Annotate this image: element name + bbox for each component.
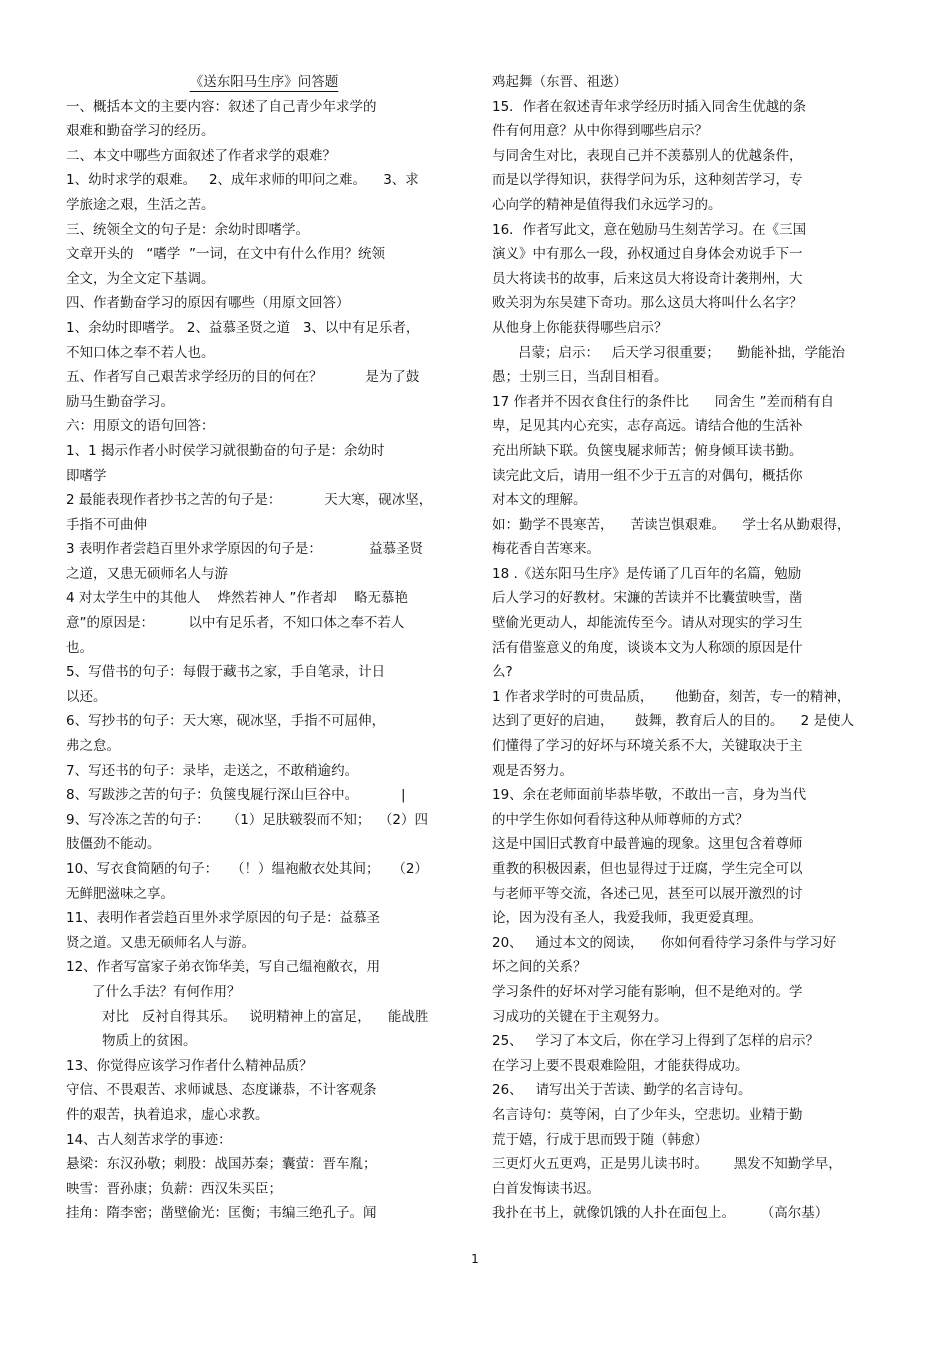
text-line: 的中学生你如何看待这种从师尊师的方式？ bbox=[492, 811, 749, 828]
text-line: 论，因为没有圣人，我爱我师，我更爱真理。 bbox=[492, 910, 762, 927]
text-line: 20、 通过本文的阅读， 你如何看待学习条件与学习好 bbox=[492, 934, 837, 951]
text-line: 以还。 bbox=[66, 688, 107, 705]
text-line: 观是否努力。 bbox=[492, 762, 573, 779]
text-line: 17 作者并不因衣食住行的条件比 同舍生 ”差而稍有自 bbox=[492, 393, 835, 410]
text-line: 手指不可曲伸 bbox=[66, 516, 147, 533]
text-line: 1、余幼时即嗜学。 2、益慕圣贤之道 3、以中有足乐者， bbox=[66, 319, 420, 336]
left-column bbox=[66, 70, 462, 1226]
text-line: 10、写衣食简陋的句子： （！）缊袍敝衣处其间； （2） bbox=[66, 861, 429, 877]
text-line: 挂角：隋李密；凿壁偷光：匡衡；韦编三绝孔子。闻 bbox=[66, 1205, 377, 1222]
text-line: 1、1 揭示作者小时侯学习就很勤奋的句子是：余幼时 bbox=[66, 442, 385, 459]
text-line: 与老师平等交流，各述己见，甚至可以展开激烈的讨 bbox=[492, 885, 803, 902]
text-line: 在学习上要不畏艰难险阻，才能获得成功。 bbox=[492, 1057, 749, 1074]
text-line: 15．作者在叙述青年求学经历时插入同舍生优越的条 bbox=[492, 98, 807, 115]
text-line: 活有借鉴意义的角度，谈谈本文为人称颂的原因是什 bbox=[492, 639, 803, 656]
text-line: 坏之间的关系？ bbox=[492, 959, 587, 976]
text-line: 学习条件的好坏对学习能有影响，但不是绝对的。学 bbox=[492, 983, 803, 1000]
text-line: 败关羽为东吴建下奇功。那么这员大将叫什么名字？ bbox=[492, 295, 803, 312]
text-line: 对本文的理解。 bbox=[492, 492, 587, 509]
text-line: 六：用原文的语句回答： bbox=[66, 418, 215, 435]
text-line: 18 .《送东阳马生序》是传诵了几百年的名篇，勉励 bbox=[492, 565, 802, 582]
text-line: 5、写借书的句子：每假于藏书之家，手自笔录，计日 bbox=[66, 664, 386, 681]
text-line: 19、余在老师面前毕恭毕敬，不敢出一言，身为当代 bbox=[492, 787, 807, 804]
text-line: 了什么手法？有何作用？ bbox=[92, 983, 241, 1000]
text-line: 吕蒙；启示： 后天学习很重要； 勤能补拙，学能治 bbox=[518, 344, 846, 361]
text-line: 愚；士别三日，当刮目相看。 bbox=[492, 369, 668, 386]
text-line: 不知口体之奉不若人也。 bbox=[66, 344, 215, 361]
text-line: 4 对太学生中的其他人 烨然若神人 ”作者却 略无慕艳 bbox=[66, 590, 408, 607]
text-line: 读完此文后，请用一组不少于五言的对偶句，概括你 bbox=[492, 467, 803, 484]
text-line: 充出所缺下联。负箧曳屣求师苦；俯身倾耳读书勤。 bbox=[492, 442, 803, 459]
text-line: 13、你觉得应该学习作者什么精神品质？ bbox=[66, 1057, 313, 1074]
text-line: 从他身上你能获得哪些启示？ bbox=[492, 319, 668, 336]
text-line: 14、古人刻苦求学的事迹： bbox=[66, 1131, 232, 1148]
text-line: 员大将读书的故事，后来这员大将设奇计袭荆州，大 bbox=[492, 270, 803, 287]
text-line: 习成功的关键在于主观努力。 bbox=[492, 1008, 668, 1025]
text-line: 12、作者写富家子弟衣饰华美，写自己缊袍敝衣，用 bbox=[66, 959, 381, 976]
text-line: 8、写跋涉之苦的句子：负箧曳屣行深山巨谷中。 | bbox=[66, 787, 406, 804]
text-line: 3 表明作者尝趋百里外求学原因的句子是： 益慕圣贤 bbox=[66, 541, 424, 558]
text-line: 么? bbox=[492, 664, 513, 681]
text-line: 件有何用意？从中你得到哪些启示？ bbox=[492, 123, 708, 140]
text-line: 这是中国旧式教育中最普遍的现象。这里包含着尊师 bbox=[492, 836, 803, 853]
text-line: 25、 学习了本文后，你在学习上得到了怎样的启示？ bbox=[492, 1033, 820, 1050]
text-line: 意”的原因是： 以中有足乐者，不知口体之奉不若人 bbox=[66, 615, 405, 632]
text-line: 荒于嬉，行成于思而毁于随（韩愈） bbox=[492, 1131, 708, 1148]
text-line: 如：勤学不畏寒苦， 苦读岂惧艰难。 学士名从勤艰得， bbox=[492, 516, 851, 533]
text-line: 梅花香自苦寒来。 bbox=[492, 541, 600, 558]
text-line: 9、写冷冻之苦的句子： （1）足肤皲裂而不知； （2）四 bbox=[66, 811, 429, 828]
text-line: 白首发悔读书迟。 bbox=[492, 1180, 600, 1197]
text-line: 物质上的贫困。 bbox=[102, 1033, 197, 1050]
text-line: 们懂得了学习的好坏与环境关系不大，关键取决于主 bbox=[492, 738, 803, 755]
text-line: 卑，足见其内心充实，志存高远。请结合他的生活补 bbox=[492, 418, 803, 435]
text-line: 三更灯火五更鸡，正是男儿读书时。 黑发不知勤学早， bbox=[492, 1156, 842, 1173]
text-line: 7、写还书的句子：录毕，走送之，不敢稍逾约。 bbox=[66, 762, 359, 779]
text-line: 文章开头的 “嗜学 ”一词，在文中有什么作用？统领 bbox=[66, 246, 385, 263]
page-number: 1 bbox=[471, 1252, 479, 1266]
text-line: 心向学的精神是值得我们永远学习的。 bbox=[492, 196, 722, 213]
text-line: 无鲜肥滋味之享。 bbox=[66, 885, 174, 902]
text-line: 对比 反衬自得其乐。 说明精神上的富足， 能战胜 bbox=[102, 1008, 429, 1025]
text-line: 而是以学得知识，获得学问为乐，这种刻苦学习，专 bbox=[492, 172, 803, 189]
text-line: 演义》中有那么一段，孙权通过自身体会劝说手下一 bbox=[492, 246, 803, 263]
text-line: 艰难和勤奋学习的经历。 bbox=[66, 123, 215, 140]
text-line: 四、作者勤奋学习的原因有哪些（用原文回答） bbox=[66, 295, 350, 312]
text-line: 悬梁：东汉孙敬；刺股：战国苏秦；囊萤：晋车胤； bbox=[66, 1156, 377, 1173]
text-line: 鸡起舞（东晋、祖逖） bbox=[492, 74, 627, 90]
text-line: 一、概括本文的主要内容：叙述了自己青少年求学的 bbox=[66, 98, 377, 115]
text-line: 件的艰苦，执着追求，虚心求教。 bbox=[66, 1106, 269, 1123]
text-line: 壁偷光更动人，却能流传至今。请从对现实的学习生 bbox=[492, 615, 803, 632]
text-line: 与同舍生对比，表现自己并不羡慕别人的优越条件， bbox=[492, 147, 803, 164]
text-line: 后人学习的好教材。宋濂的苦读并不比囊萤映雪，凿 bbox=[492, 590, 803, 607]
text-line: 名言诗句：莫等闲，白了少年头，空悲切。业精于勤 bbox=[492, 1106, 803, 1123]
text-line: 26、 请写出关于苦读、勤学的名言诗句。 bbox=[492, 1082, 752, 1099]
text-line: 五、作者写自己艰苦求学经历的目的何在？ 是为了鼓 bbox=[66, 369, 420, 386]
text-line: 达到了更好的启迪， 鼓舞，教育后人的目的。 2 是使人 bbox=[492, 713, 855, 730]
text-line: 重教的积极因素，但也显得过于迂腐，学生完全可以 bbox=[492, 861, 803, 877]
text-line: 也。 bbox=[66, 639, 93, 656]
text-line: 即嗜学 bbox=[66, 467, 107, 484]
text-line: 16．作者写此文，意在勉励马生刻苦学习。在《三国 bbox=[492, 221, 807, 238]
text-line: 肢僵劲不能动。 bbox=[66, 836, 161, 853]
text-line: 学旅途之艰，生活之苦。 bbox=[66, 196, 215, 213]
text-line: 11、表明作者尝趋百里外求学原因的句子是：益慕圣 bbox=[66, 910, 381, 927]
text-line: 2 最能表现作者抄书之苦的句子是： 天大寒，砚冰坚， bbox=[66, 492, 433, 509]
text-line: 守信、不畏艰苦、求师诚恳、态度谦恭，不计客观条 bbox=[66, 1082, 377, 1099]
text-line: 之道，又患无硕师名人与游 bbox=[66, 565, 228, 582]
text-line: 6、写抄书的句子：天大寒，砚冰坚，手指不可屈伸， bbox=[66, 713, 386, 730]
document-title: 《送东阳马生序》问答题 bbox=[189, 74, 339, 90]
text-line: 1 作者求学时的可贵品质， 他勤奋，刻苦，专一的精神， bbox=[492, 688, 851, 705]
text-line: 弗之怠。 bbox=[66, 738, 120, 755]
right-column bbox=[492, 70, 882, 1226]
text-line: 1、幼时求学的艰难。 2、成年求师的叩问之难。 3、求 bbox=[66, 172, 419, 189]
text-line: 我扑在书上，就像饥饿的人扑在面包上。 （高尔基） bbox=[492, 1205, 829, 1222]
text-line: 二、本文中哪些方面叙述了作者求学的艰难？ bbox=[66, 147, 336, 164]
text-line: 贤之道。又患无硕师名人与游。 bbox=[66, 934, 255, 951]
text-line: 三、统领全文的句子是：余幼时即嗜学。 bbox=[66, 221, 309, 238]
text-line: 映雪：晋孙康；负薪：西汉朱买臣； bbox=[66, 1180, 282, 1197]
text-line: 全文，为全文定下基调。 bbox=[66, 270, 215, 287]
text-line: 励马生勤奋学习。 bbox=[66, 393, 174, 410]
